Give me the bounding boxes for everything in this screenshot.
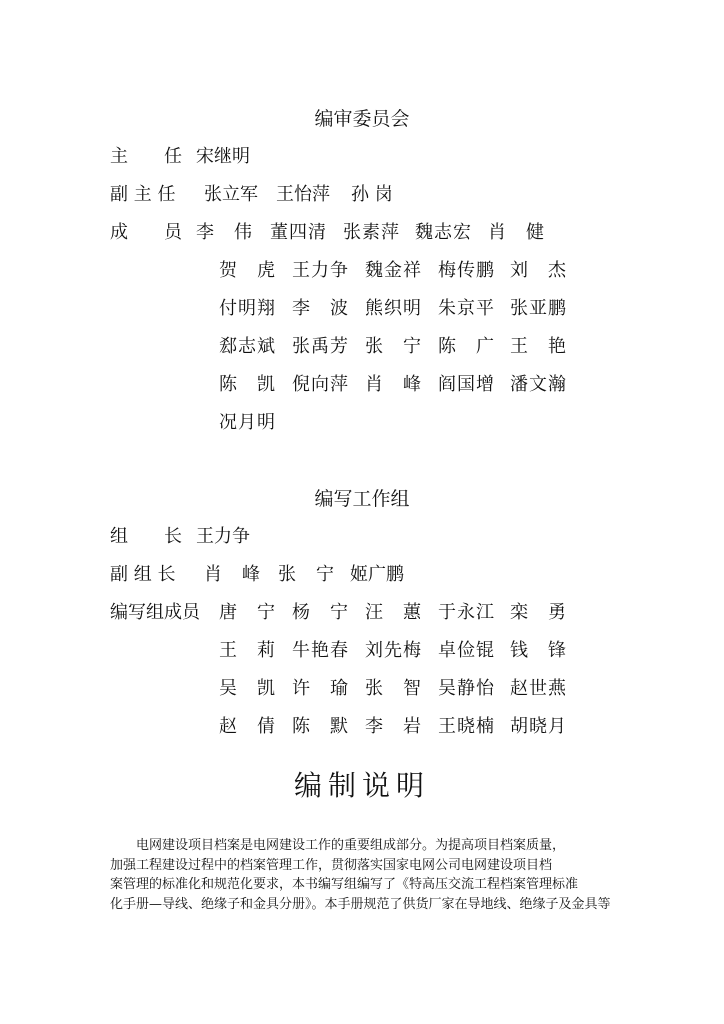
paragraph-line: 加强工程建设过程中的档案管理工作，贯彻落实国家电网公司电网建设项目档 (110, 857, 553, 873)
group-member-name: 许 瑜 (292, 678, 348, 699)
member-name: 张素萍 (343, 222, 399, 243)
vice-director-label: 副 主 任 (110, 184, 176, 205)
group-member-name: 于永江 (438, 602, 494, 623)
group-member-name: 吴 凯 (219, 678, 275, 699)
group-member-name: 张 智 (365, 678, 421, 699)
group-member-name: 杨 宁 (292, 602, 348, 623)
paragraph-line: 化手册—导线、绝缘子和金具分册》。本手册规范了供货厂家在导地线、绝缘子及金具等 (110, 896, 611, 912)
member-name: 肖 峰 (365, 374, 421, 395)
vice-leader-label: 副 组 长 (110, 564, 176, 585)
group-member-name: 赵 倩 (219, 716, 275, 737)
member-name: 朱京平 (438, 298, 494, 319)
member-name: 肖 健 (488, 222, 544, 243)
member-name: 张禹芳 (292, 336, 348, 357)
director-label: 主 任 (110, 146, 182, 167)
member-name: 况月明 (219, 412, 275, 433)
group-member-name: 赵世燕 (510, 678, 566, 699)
group-member-name: 陈 默 (292, 716, 348, 737)
paragraph-line: 电网建设项目档案是电网建设工作的重要组成部分。为提高项目档案质量， (110, 838, 566, 853)
member-name: 郄志斌 (219, 336, 275, 357)
group-member-name: 栾 勇 (510, 602, 566, 623)
member-name: 阎国增 (438, 374, 494, 395)
vice-director-name: 王怡萍 (276, 184, 330, 205)
member-name: 付明翔 (219, 298, 275, 319)
explanation-title: 编制说明 (293, 769, 430, 802)
vice-leader-name: 姬广鹏 (350, 564, 404, 585)
group-member-name: 王晓楠 (438, 716, 494, 737)
group-member-name: 唐 宁 (219, 602, 275, 623)
leader-label: 组 长 (110, 526, 182, 547)
member-name: 张 宁 (365, 336, 421, 357)
member-name: 贺 虎 (219, 260, 275, 281)
vice-leader-name: 张 宁 (278, 564, 334, 585)
member-name: 刘 杰 (510, 260, 566, 281)
member-name: 李 波 (292, 298, 348, 319)
member-name: 魏志宏 (415, 222, 471, 243)
group-member-name: 胡晓月 (510, 716, 566, 737)
group-member-name: 吴静怡 (438, 678, 494, 699)
member-name: 倪向萍 (292, 374, 348, 395)
vice-leader-name: 肖 峰 (204, 564, 260, 585)
member-name: 魏金祥 (365, 260, 421, 281)
group-member-name: 李 岩 (365, 716, 421, 737)
member-name: 陈 广 (438, 336, 494, 357)
group-member-label: 编写组成员 (110, 602, 200, 623)
member-name: 陈 凯 (219, 374, 275, 395)
leader-name: 王力争 (196, 526, 250, 547)
vice-director-name: 孙 岗 (351, 184, 393, 205)
member-name: 熊织明 (365, 298, 421, 319)
group-member-name: 钱 锋 (510, 640, 566, 661)
member-name: 潘文瀚 (510, 374, 566, 395)
group-member-name: 王 莉 (219, 640, 275, 661)
vice-director-name: 张立军 (204, 184, 258, 205)
member-name: 董四清 (270, 222, 326, 243)
member-name: 梅传鹏 (438, 260, 494, 281)
writing-group-title: 编写工作组 (314, 488, 410, 510)
member-name: 张亚鹏 (510, 298, 566, 319)
member-name: 王 艳 (510, 336, 566, 357)
group-member-name: 刘先梅 (365, 640, 421, 661)
explanation-paragraph (110, 836, 616, 914)
paragraph-line: 案管理的标准化和规范化要求，本书编写组编写了《特高压交流工程档案管理标准 (110, 877, 579, 892)
group-member-name: 汪 蕙 (365, 602, 421, 623)
group-member-name: 牛艳春 (292, 640, 348, 661)
member-name: 王力争 (292, 260, 348, 281)
group-member-name: 卓俭锟 (438, 640, 494, 661)
member-name: 李 伟 (196, 222, 252, 243)
director-name: 宋继明 (196, 146, 250, 167)
committee-title: 编审委员会 (314, 108, 410, 130)
member-label: 成 员 (110, 222, 182, 243)
